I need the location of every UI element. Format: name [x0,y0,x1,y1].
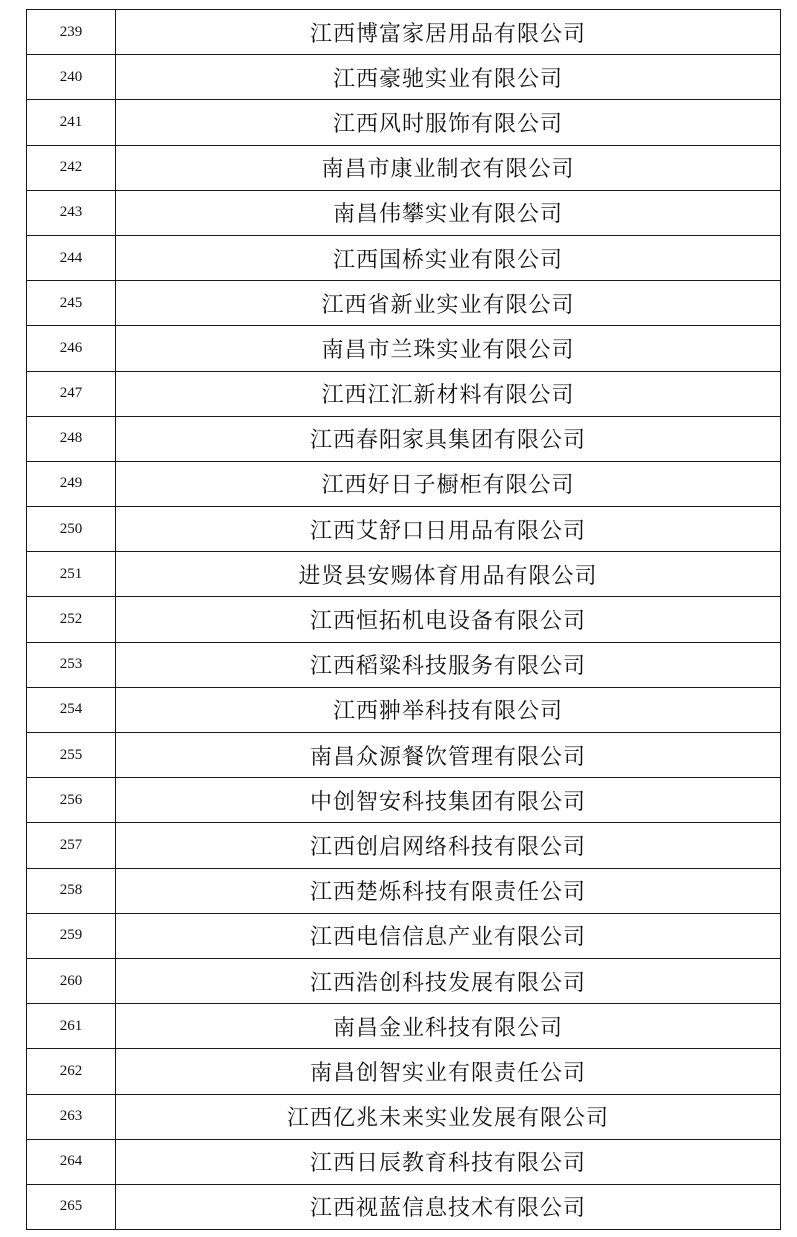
table-row [27,733,781,778]
row-number-cell: 243 [27,190,116,235]
table-row [27,687,781,732]
row-number-cell: 248 [27,416,116,461]
company-name-cell: 江西江汇新材料有限公司 [116,371,781,416]
row-number-cell: 240 [27,55,116,100]
table-row [27,1004,781,1049]
row-number-cell: 244 [27,235,116,280]
table-row [27,461,781,506]
table-row [27,823,781,868]
row-number-cell: 254 [27,687,116,732]
row-number-cell: 261 [27,1004,116,1049]
row-number-cell: 260 [27,958,116,1003]
row-number-cell: 247 [27,371,116,416]
row-number-cell: 245 [27,281,116,326]
company-name-cell: 江西好日子橱柜有限公司 [116,461,781,506]
company-name-cell: 江西电信信息产业有限公司 [116,913,781,958]
company-name-cell: 江西日辰教育科技有限公司 [116,1139,781,1184]
table-row [27,235,781,280]
table-row [27,913,781,958]
table-row [27,1094,781,1139]
table-row [27,281,781,326]
company-name-cell: 江西省新业实业有限公司 [116,281,781,326]
table-row [27,371,781,416]
company-name-cell: 南昌金业科技有限公司 [116,1004,781,1049]
company-name-cell: 江西稻粱科技服务有限公司 [116,642,781,687]
row-number-cell: 253 [27,642,116,687]
company-list-body [27,10,781,1230]
company-list-table [26,9,781,1230]
company-name-cell: 南昌市兰珠实业有限公司 [116,326,781,371]
row-number-cell: 262 [27,1049,116,1094]
row-number-cell: 246 [27,326,116,371]
company-name-cell: 江西创启网络科技有限公司 [116,823,781,868]
row-number-cell: 242 [27,145,116,190]
row-number-cell: 241 [27,100,116,145]
company-name-cell: 江西豪驰实业有限公司 [116,55,781,100]
row-number-cell: 265 [27,1184,116,1229]
company-name-cell: 南昌市康业制衣有限公司 [116,145,781,190]
company-name-cell: 南昌伟攀实业有限公司 [116,190,781,235]
table-row [27,597,781,642]
row-number-cell: 251 [27,552,116,597]
table-row [27,10,781,55]
company-list-table-container [26,9,781,1230]
company-name-cell: 江西翀举科技有限公司 [116,687,781,732]
row-number-cell: 263 [27,1094,116,1139]
table-row [27,100,781,145]
table-row [27,778,781,823]
table-row [27,1139,781,1184]
company-name-cell: 江西艾舒口日用品有限公司 [116,507,781,552]
row-number-cell: 249 [27,461,116,506]
company-name-cell: 南昌创智实业有限责任公司 [116,1049,781,1094]
row-number-cell: 255 [27,733,116,778]
company-name-cell: 江西亿兆未来实业发展有限公司 [116,1094,781,1139]
table-row [27,1184,781,1229]
table-row [27,190,781,235]
row-number-cell: 250 [27,507,116,552]
company-name-cell: 江西风时服饰有限公司 [116,100,781,145]
row-number-cell: 264 [27,1139,116,1184]
company-name-cell: 南昌众源餐饮管理有限公司 [116,733,781,778]
company-name-cell: 江西恒拓机电设备有限公司 [116,597,781,642]
row-number-cell: 259 [27,913,116,958]
table-row [27,507,781,552]
company-name-cell: 江西博富家居用品有限公司 [116,10,781,55]
company-name-cell: 江西春阳家具集团有限公司 [116,416,781,461]
row-number-cell: 258 [27,868,116,913]
company-name-cell: 江西国桥实业有限公司 [116,235,781,280]
row-number-cell: 252 [27,597,116,642]
company-name-cell: 江西楚烁科技有限责任公司 [116,868,781,913]
table-row [27,326,781,371]
company-name-cell: 进贤县安赐体育用品有限公司 [116,552,781,597]
table-row [27,552,781,597]
row-number-cell: 257 [27,823,116,868]
row-number-cell: 256 [27,778,116,823]
table-row [27,958,781,1003]
row-number-cell: 239 [27,10,116,55]
table-row [27,55,781,100]
company-name-cell: 江西浩创科技发展有限公司 [116,958,781,1003]
table-row [27,145,781,190]
table-row [27,868,781,913]
table-row [27,416,781,461]
table-row [27,1049,781,1094]
table-row [27,642,781,687]
company-name-cell: 中创智安科技集团有限公司 [116,778,781,823]
company-name-cell: 江西视蓝信息技术有限公司 [116,1184,781,1229]
